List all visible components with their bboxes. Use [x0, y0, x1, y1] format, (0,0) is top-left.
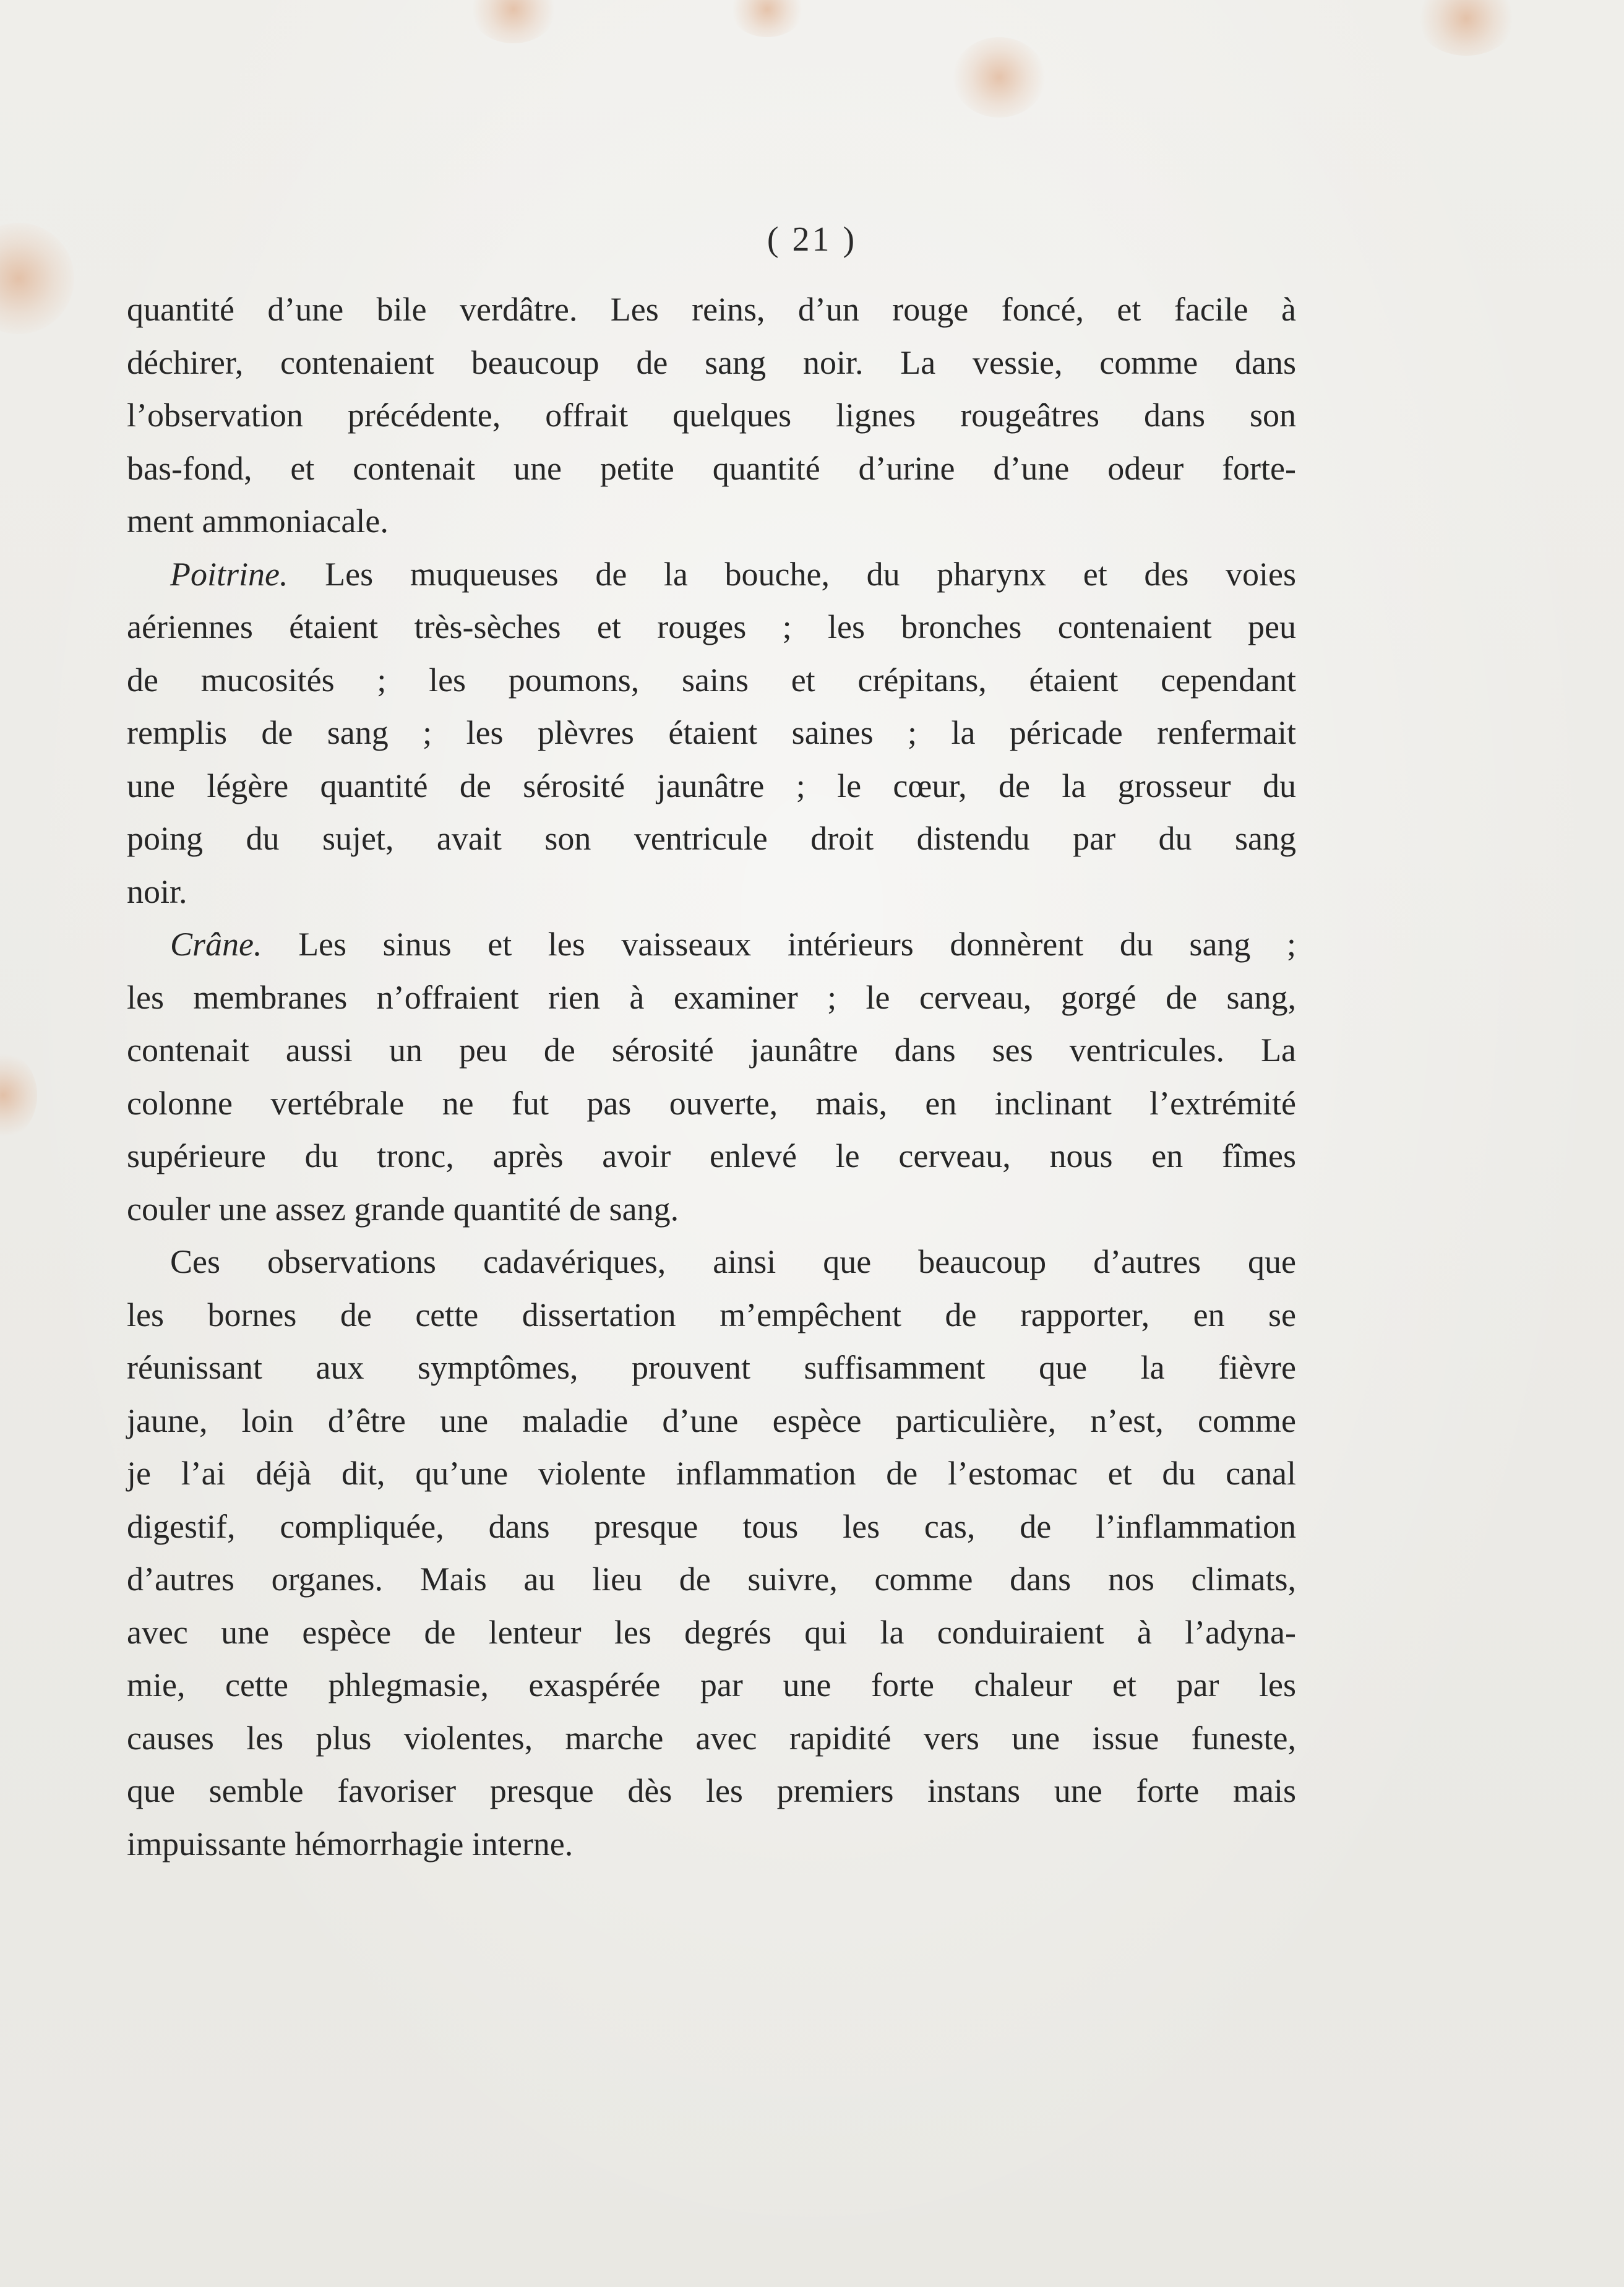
text-line: supérieure du tronc, après avoir enlevé le cerveau, nous en fîmes	[127, 1137, 1296, 1174]
text-line: déchirer, contenaient beaucoup de sang noir. La vessie, comme dans	[127, 343, 1296, 381]
text-line: bas-fond, et contenait une petite quantité d’urine d’une odeur forte-	[127, 449, 1296, 487]
section-heading-poitrine: Poitrine.	[170, 555, 288, 593]
text-line: les membranes n’offraient rien à examiner ; le cerveau, gorgé de sang,	[127, 978, 1296, 1016]
stain-left-mid	[0, 1052, 37, 1139]
text-line: aériennes étaient très-sèches et rouges ; les bronches contenaient peu	[127, 608, 1296, 645]
text-line: avec une espèce de lenteur les degrés qui la conduiraient à l’adyna-	[127, 1613, 1296, 1651]
text-line: impuissante hémorrhagie interne.	[127, 1825, 574, 1863]
page-number: ( 21 )	[767, 220, 857, 259]
text-line: je l’ai déjà dit, qu’une violente inflammation de l’estomac et du canal	[127, 1455, 1296, 1492]
text-line: jaune, loin d’être une maladie d’une espèce particulière, n’est, comme	[127, 1402, 1296, 1439]
text-run: Les sinus et les vaisseaux intérieurs donnèrent du sang ;	[262, 926, 1296, 963]
text-line: d’autres organes. Mais au lieu de suivre, comme dans nos climats,	[127, 1561, 1296, 1598]
body-text	[127, 283, 1296, 1871]
paragraph-first-line	[127, 548, 1296, 601]
text-line: réunissant aux symptômes, prouvent suffisamment que la fièvre	[127, 1349, 1296, 1386]
text-line: remplis de sang ; les plèvres étaient saines ; la péricade renfermait	[127, 714, 1296, 751]
text-line: que semble favoriser presque dès les premiers instans une forte mais	[127, 1772, 1296, 1809]
text-line: les bornes de cette dissertation m’empêchent de rapporter, en se	[127, 1296, 1296, 1333]
text-line: de mucosités ; les poumons, sains et crépitans, étaient cependant	[127, 661, 1296, 699]
text-line: colonne vertébrale ne fut pas ouverte, mais, en inclinant l’extrémité	[127, 1084, 1296, 1122]
text-line: contenait aussi un peu de sérosité jaunâtre dans ses ventricules. La	[127, 1032, 1296, 1069]
stain-top-center	[730, 0, 804, 37]
text-line: l’observation précédente, offrait quelques lignes rougeâtres dans son	[127, 397, 1296, 434]
text-line: quantité d’une bile verdâtre. Les reins, d’un rouge foncé, et facile à	[127, 291, 1296, 328]
text-line: ment ammoniacale.	[127, 502, 389, 540]
text-line: digestif, compliquée, dans presque tous les cas, de l’inflammation	[127, 1507, 1296, 1545]
paragraph-first-line	[127, 918, 1296, 971]
section-heading-crane: Crâne.	[170, 926, 262, 963]
text-line: causes les plus violentes, marche avec rapidité vers une issue funeste,	[127, 1719, 1296, 1757]
stain-top-far-right	[1417, 0, 1516, 56]
text-run: Les muqueuses de la bouche, du pharynx et des voies	[288, 555, 1296, 593]
text-line: couler une assez grande quantité de sang.	[127, 1190, 679, 1228]
paragraph-first-line: Ces observations cadavériques, ainsi que beaucoup d’autres que	[170, 1243, 1296, 1280]
text-line: mie, cette phlegmasie, exaspérée par une forte chaleur et par les	[127, 1666, 1296, 1703]
text-line: une légère quantité de sérosité jaunâtre ; le cœur, de la grosseur du	[127, 767, 1296, 804]
text-line: noir.	[127, 872, 187, 910]
stain-top-right	[953, 37, 1046, 118]
text-line: poing du sujet, avait son ventricule droit distendu par du sang	[127, 820, 1296, 857]
stain-top	[470, 0, 557, 43]
